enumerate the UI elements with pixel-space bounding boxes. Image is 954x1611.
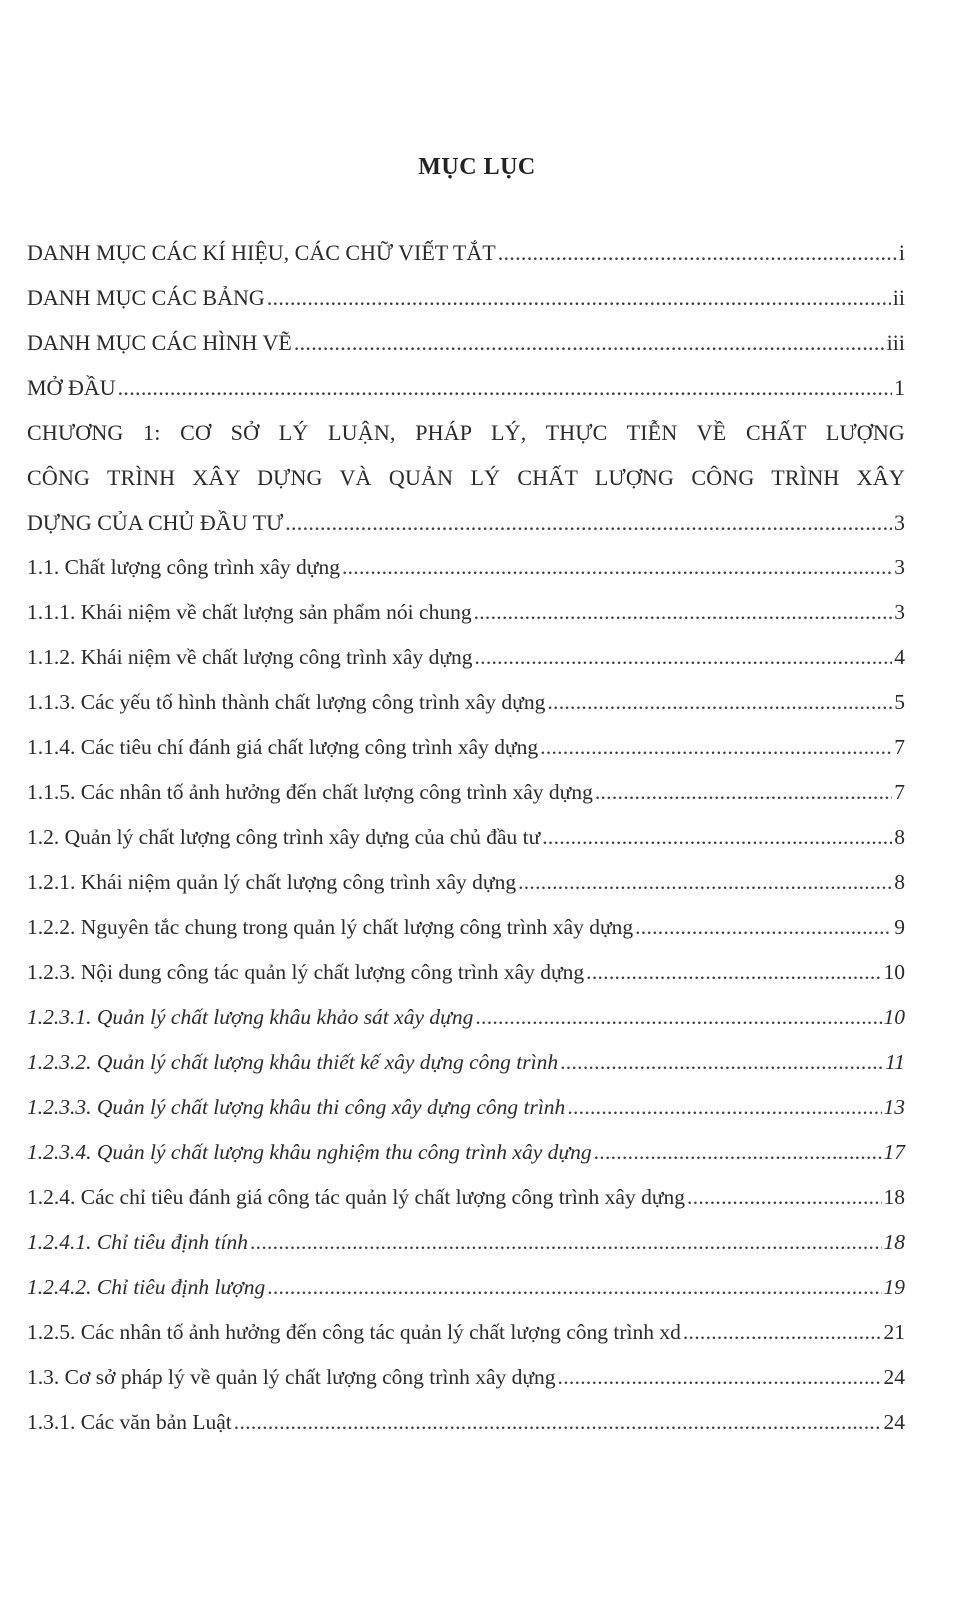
toc-entry-label: 1.2.3.4. Quản lý chất lượng khâu nghiệm thu công trình xây dựng (27, 1140, 592, 1164)
toc-leader-dots (234, 1400, 882, 1445)
toc-entry-label: 1.2.2. Nguyên tắc chung trong quản lý chất lượng công trình xây dựng (27, 915, 634, 939)
toc-entry-label: 1.3.1. Các văn bản Luật (27, 1410, 232, 1434)
toc-entry-page: i (898, 240, 905, 265)
toc-leader-dots (560, 1040, 883, 1085)
toc-entry (27, 1310, 905, 1355)
toc-entry-page: 10 (883, 1005, 905, 1029)
toc-entry-page: 18 (883, 1230, 905, 1254)
toc-leader-dots (474, 590, 893, 635)
toc-leader-dots (118, 365, 892, 410)
toc-entry-page: 3 (894, 600, 905, 624)
toc-entry-label: 1.2.3.1. Quản lý chất lượng khâu khảo sát xây dựng (27, 1005, 474, 1029)
toc-leader-dots (475, 995, 881, 1040)
toc-entry-page: 8 (894, 870, 905, 894)
toc-entry-page: 24 (883, 1410, 905, 1434)
toc-entry-label: 1.2.4.2. Chỉ tiêu định lượng (27, 1275, 266, 1299)
toc-entry-label: 1.1.5. Các nhân tố ảnh hưởng đến chất lượng công trình xây dựng (27, 780, 593, 804)
chapter-heading-line-3 (27, 500, 905, 545)
toc-leader-dots (540, 725, 892, 770)
toc-entry-label: 1.2.3.3. Quản lý chất lượng khâu thi công xây dựng công trình (27, 1095, 566, 1119)
toc-leader-dots (542, 815, 892, 860)
toc-leader-dots (595, 770, 892, 815)
toc-entry-page: 3 (894, 510, 905, 535)
toc-entry-label: 1.2.4.1. Chỉ tiêu định tính (27, 1230, 248, 1254)
toc-entry-page: 1 (894, 375, 905, 400)
toc-entry-label: 1.1.1. Khái niệm về chất lượng sản phẩm nói chung (27, 600, 472, 624)
toc-entry-label: DANH MỤC CÁC BẢNG (27, 285, 265, 310)
toc-leader-dots (285, 500, 892, 545)
toc-entry (27, 230, 905, 275)
toc-entry (27, 1040, 905, 1085)
toc-entry-label: 1.1.4. Các tiêu chí đánh giá chất lượng công trình xây dựng (27, 735, 539, 759)
toc-entry-page: 7 (894, 735, 905, 759)
toc-entry-page: 13 (883, 1095, 905, 1119)
toc-entry-page: iii (886, 330, 905, 355)
chapter-heading-line-1: CHƯƠNG 1: CƠ SỞ LÝ LUẬN, PHÁP LÝ, THỰC TIỄN VỀ CHẤT LƯỢNG (27, 420, 905, 445)
toc-leader-dots (474, 635, 892, 680)
toc-leader-dots (267, 1265, 881, 1310)
toc-entry-label: 1.2.1. Khái niệm quản lý chất lượng công trình xây dựng (27, 870, 517, 894)
toc-entry-label: 1.2.4. Các chỉ tiêu đánh giá công tác quản lý chất lượng công trình xây dựng (27, 1185, 686, 1209)
toc-entry-label: 1.2.3.2. Quản lý chất lượng khâu thiết kế xây dựng công trình (27, 1050, 559, 1074)
toc-entry (27, 1220, 905, 1265)
toc-entry-page: 24 (883, 1365, 905, 1389)
chapter-heading-line-2: CÔNG TRÌNH XÂY DỰNG VÀ QUẢN LÝ CHẤT LƯỢNG CÔNG TRÌNH XÂY (27, 465, 905, 490)
toc-entry-page: 8 (894, 825, 905, 849)
toc-entry (27, 1355, 905, 1400)
toc-leader-dots (635, 905, 892, 950)
toc-entry-page: 11 (885, 1050, 905, 1074)
toc-entry-page: 19 (883, 1275, 905, 1299)
toc-entry (27, 1265, 905, 1310)
toc-leader-dots (547, 680, 892, 725)
toc-leader-dots (567, 1085, 881, 1130)
toc-leader-dots (586, 950, 881, 995)
toc-entry-label: 1.3. Cơ sở pháp lý về quản lý chất lượng công trình xây dựng (27, 1365, 556, 1389)
toc-entry (27, 320, 905, 365)
toc-leader-dots (342, 545, 892, 590)
toc-entry-label: DANH MỤC CÁC KÍ HIỆU, CÁC CHỮ VIẾT TẮT (27, 240, 496, 265)
toc-entry (27, 905, 905, 950)
toc-entry (27, 545, 905, 590)
toc-entry-label: 1.2. Quản lý chất lượng công trình xây dựng của chủ đầu tư (27, 825, 541, 849)
toc-entry-page: 7 (894, 780, 905, 804)
toc-entry (27, 680, 905, 725)
toc-entry-label: 1.1.2. Khái niệm về chất lượng công trình xây dựng (27, 645, 473, 669)
toc-entry-page: 5 (894, 690, 905, 714)
toc-leader-dots (687, 1175, 881, 1220)
toc-entry (27, 950, 905, 995)
toc-leader-dots (594, 1130, 882, 1175)
toc-entry (27, 1175, 905, 1220)
toc-entry-page: 3 (894, 555, 905, 579)
toc-entry-page: 4 (894, 645, 905, 669)
toc-entry (27, 365, 905, 410)
toc-entry (27, 1400, 905, 1445)
toc-leader-dots (267, 275, 891, 320)
toc-leader-dots (558, 1355, 882, 1400)
toc-entry (27, 635, 905, 680)
page-title: MỤC LỤC (418, 154, 536, 180)
toc-entry-label: 1.1. Chất lượng công trình xây dựng (27, 555, 340, 579)
toc-entry (27, 725, 905, 770)
toc-entry-page: 9 (894, 915, 905, 939)
toc-entry-page: 18 (883, 1185, 905, 1209)
toc-entry (27, 275, 905, 320)
toc-entry (27, 590, 905, 635)
toc-entry-label: MỞ ĐẦU (27, 375, 116, 400)
toc-entry (27, 1085, 905, 1130)
toc-leader-dots (683, 1310, 882, 1355)
toc-entry-page: 10 (883, 960, 905, 984)
toc-entry-page: 17 (883, 1140, 905, 1164)
toc-entry (27, 1130, 905, 1175)
toc-entry-label: 1.2.5. Các nhân tố ảnh hưởng đến công tác quản lý chất lượng công trình xd (27, 1320, 681, 1344)
toc-entry-page: ii (892, 285, 905, 310)
toc-leader-dots (294, 320, 885, 365)
toc-entry (27, 860, 905, 905)
toc-entry-label: 1.1.3. Các yếu tố hình thành chất lượng công trình xây dựng (27, 690, 546, 714)
toc-leader-dots (498, 230, 897, 275)
toc-entry (27, 995, 905, 1040)
table-of-contents (27, 230, 905, 1445)
toc-entry-page: 21 (883, 1320, 905, 1344)
toc-entry (27, 770, 905, 815)
toc-entry-label: DỰNG CỦA CHỦ ĐẦU TƯ (27, 510, 284, 535)
toc-leader-dots (250, 1220, 882, 1265)
toc-entry (27, 815, 905, 860)
toc-entry-label: 1.2.3. Nội dung công tác quản lý chất lượng công trình xây dựng (27, 960, 585, 984)
toc-leader-dots (518, 860, 892, 905)
toc-entry-label: DANH MỤC CÁC HÌNH VẼ (27, 330, 292, 355)
